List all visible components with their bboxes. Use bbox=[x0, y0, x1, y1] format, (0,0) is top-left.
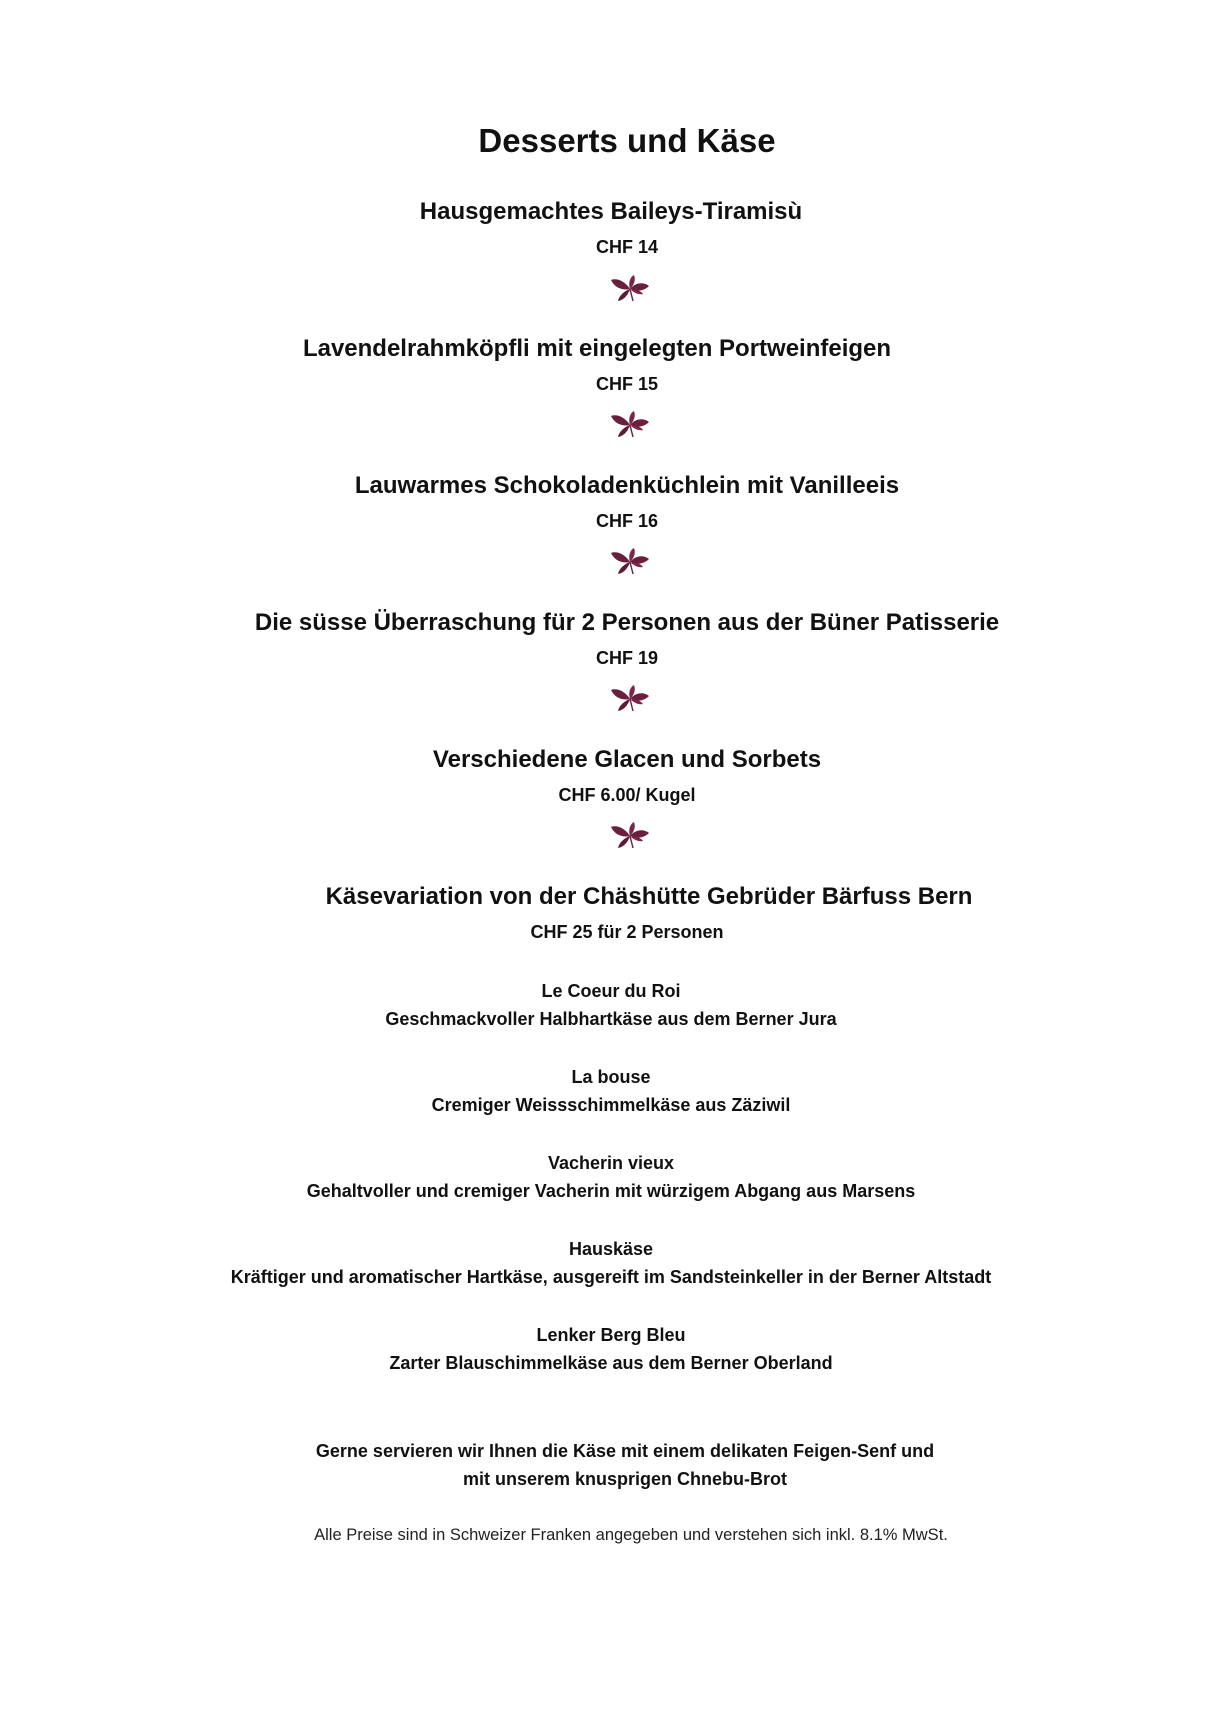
dish-name: Hausgemachtes Baileys-Tiramisù bbox=[419, 198, 803, 225]
page-title: Desserts und Käse bbox=[478, 122, 776, 159]
dish-price: CHF 19 bbox=[595, 648, 658, 668]
dish-name: Lauwarmes Schokoladenküchlein mit Vanilleeis bbox=[354, 472, 900, 499]
cheese-name: Hauskäse bbox=[568, 1239, 654, 1259]
dish-name: Verschiedene Glacen und Sorbets bbox=[432, 746, 822, 773]
serving-note-line: Gerne servieren wir Ihnen die Käse mit einem delikaten Feigen-Senf und bbox=[315, 1441, 935, 1461]
price-footnote: Alle Preise sind in Schweizer Franken angegeben und verstehen sich inkl. 8.1% MwSt. bbox=[314, 1526, 948, 1544]
cheese-description: Cremiger Weissschimmelkäse aus Zäziwil bbox=[431, 1095, 791, 1115]
dish-price: CHF 16 bbox=[595, 511, 658, 531]
dish-name: Lavendelrahmköpfli mit eingelegten Portweinfeigen bbox=[302, 335, 892, 362]
leaf-ornament-icon bbox=[610, 821, 650, 851]
dish-price: CHF 14 bbox=[595, 237, 658, 257]
cheese-name: La bouse bbox=[571, 1067, 651, 1087]
serving-note-line: mit unserem knusprigen Chnebu-Brot bbox=[462, 1469, 788, 1489]
dish-price: CHF 6.00/ Kugel bbox=[558, 785, 696, 805]
cheese-description: Zarter Blauschimmelkäse aus dem Berner Oberland bbox=[389, 1353, 833, 1373]
dish-name: Käsevariation von der Chäshütte Gebrüder Bärfuss Bern bbox=[325, 883, 973, 910]
leaf-ornament-icon bbox=[610, 547, 650, 577]
dish-price: CHF 25 für 2 Personen bbox=[530, 922, 724, 942]
leaf-ornament-icon bbox=[610, 274, 650, 304]
leaf-ornament-icon bbox=[610, 684, 650, 714]
leaf-ornament-icon bbox=[610, 410, 650, 440]
cheese-name: Lenker Berg Bleu bbox=[536, 1325, 686, 1345]
cheese-description: Kräftiger und aromatischer Hartkäse, ausgereift im Sandsteinkeller in der Berner Altstadt bbox=[230, 1267, 992, 1287]
cheese-name: Le Coeur du Roi bbox=[541, 981, 681, 1001]
cheese-description: Gehaltvoller und cremiger Vacherin mit würzigem Abgang aus Marsens bbox=[306, 1181, 916, 1201]
cheese-name: Vacherin vieux bbox=[547, 1153, 675, 1173]
dish-name: Die süsse Überraschung für 2 Personen aus der Büner Patisserie bbox=[254, 609, 1000, 636]
cheese-description: Geschmackvoller Halbhartkäse aus dem Berner Jura bbox=[385, 1009, 837, 1029]
dish-price: CHF 15 bbox=[595, 374, 658, 394]
